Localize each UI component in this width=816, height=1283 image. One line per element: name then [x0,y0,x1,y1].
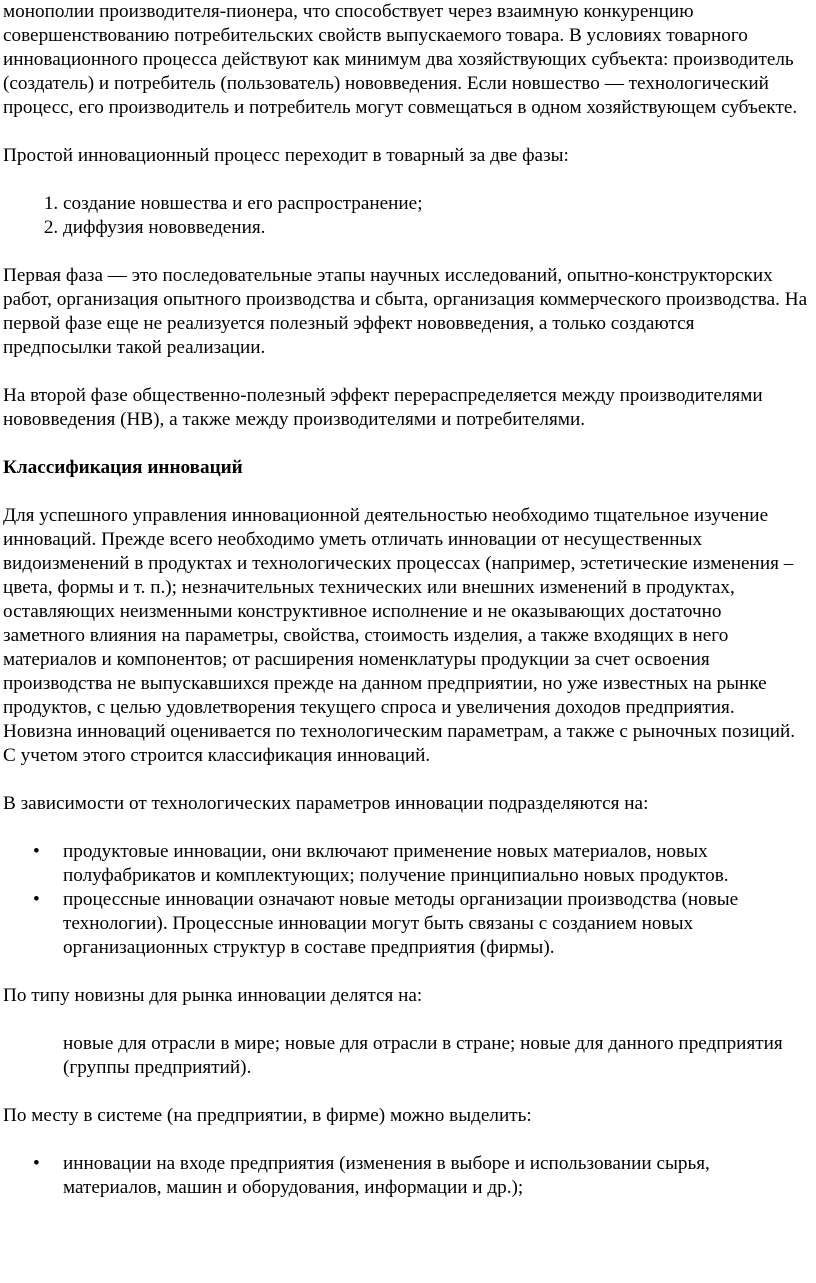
paragraph-intro: монополии производителя-пионера, что способствует через взаимную конкуренцию совершенствованию потребительских свойств выпускаемого товара. В условиях товарного инновационного процесса действуют как минимум два хозяйствующих субъекта: производитель (создатель) и потребитель (пользователь) нововведения. Если новшество — технологический процесс, его производитель и потребитель могут совмещаться в одном хозяйствующем субъекте. [3,1,798,118]
list-item [33,840,808,888]
bullet-icon: • [33,1153,40,1174]
paragraph-tech-params-intro: В зависимости от технологических параметров инновации подразделяются на: [3,793,649,814]
paragraph-second-phase: На второй фазе общественно-полезный эффект перераспределяется между производителями нововведения (НВ), а также между производителями и потребителями. [3,385,763,430]
list-item-text: процессные инновации означают новые методы организации производства (новые технологии). Процессные инновации могут быть связаны с созданием новых организационных структур в составе предприятия (фирмы). [63,889,739,958]
paragraph-first-phase: Первая фаза — это последовательные этапы научных исследований, опытно-конструкторских работ, организация опытного производства и сбыта, организация коммерческого производства. На первой фазе еще не реализуется полезный эффект нововведения, а только создаются предпосылки такой реализации. [3,265,808,358]
bullet-icon: • [33,841,40,862]
phases-list [3,192,808,240]
paragraph-system-place-intro: По месту в системе (на предприятии, в фирме) можно выделить: [3,1105,532,1126]
list-item: 1. создание новшества и его распространение; [63,192,808,216]
tech-params-list [3,840,808,960]
novelty-block: новые для отрасли в мире; новые для отрасли в стране; новые для данного предприятия (группы предприятий). [63,1033,783,1078]
system-place-list [3,1152,808,1200]
paragraph-novelty-intro: По типу новизны для рынка инновации делятся на: [3,985,423,1006]
list-item [33,1152,808,1200]
list-item-text: инновации на входе предприятия (изменения в выборе и использовании сырья, материалов, машин и оборудования, информации и др.); [63,1153,710,1198]
paragraph-phases-intro: Простой инновационный процесс переходит в товарный за две фазы: [3,145,569,166]
list-item-text: продуктовые инновации, они включают применение новых материалов, новых полуфабрикатов и комплектующих; получение принципиально новых продуктов. [63,841,729,886]
list-item [33,888,808,960]
bullet-icon: • [33,889,40,910]
list-item: 2. диффузия нововведения. [63,216,808,240]
section-heading: Классификация инноваций [3,457,243,478]
paragraph-classification: Для успешного управления инновационной деятельностью необходимо тщательное изучение инноваций. Прежде всего необходимо уметь отличать инновации от несущественных видоизменений в продуктах и технологических процессах (например, эстетические изменения – цвета, формы и т. п.); незначительных технических или внешних изменений в продуктах, оставляющих неизменными конструктивное исполнение и не оказывающих достаточно заметного влияния на параметры, свойства, стоимость изделия, а также входящих в него материалов и компонентов; от расширения номенклатуры продукции за счет освоения производства не выпускавшихся прежде на данном предприятии, но уже известных на рынке продуктов, с целью удовлетворения текущего спроса и увеличения доходов предприятия. Новизна инноваций оценивается по технологическим параметрам, а также с рыночных позиций. С учетом этого строится классификация инноваций. [3,505,796,766]
